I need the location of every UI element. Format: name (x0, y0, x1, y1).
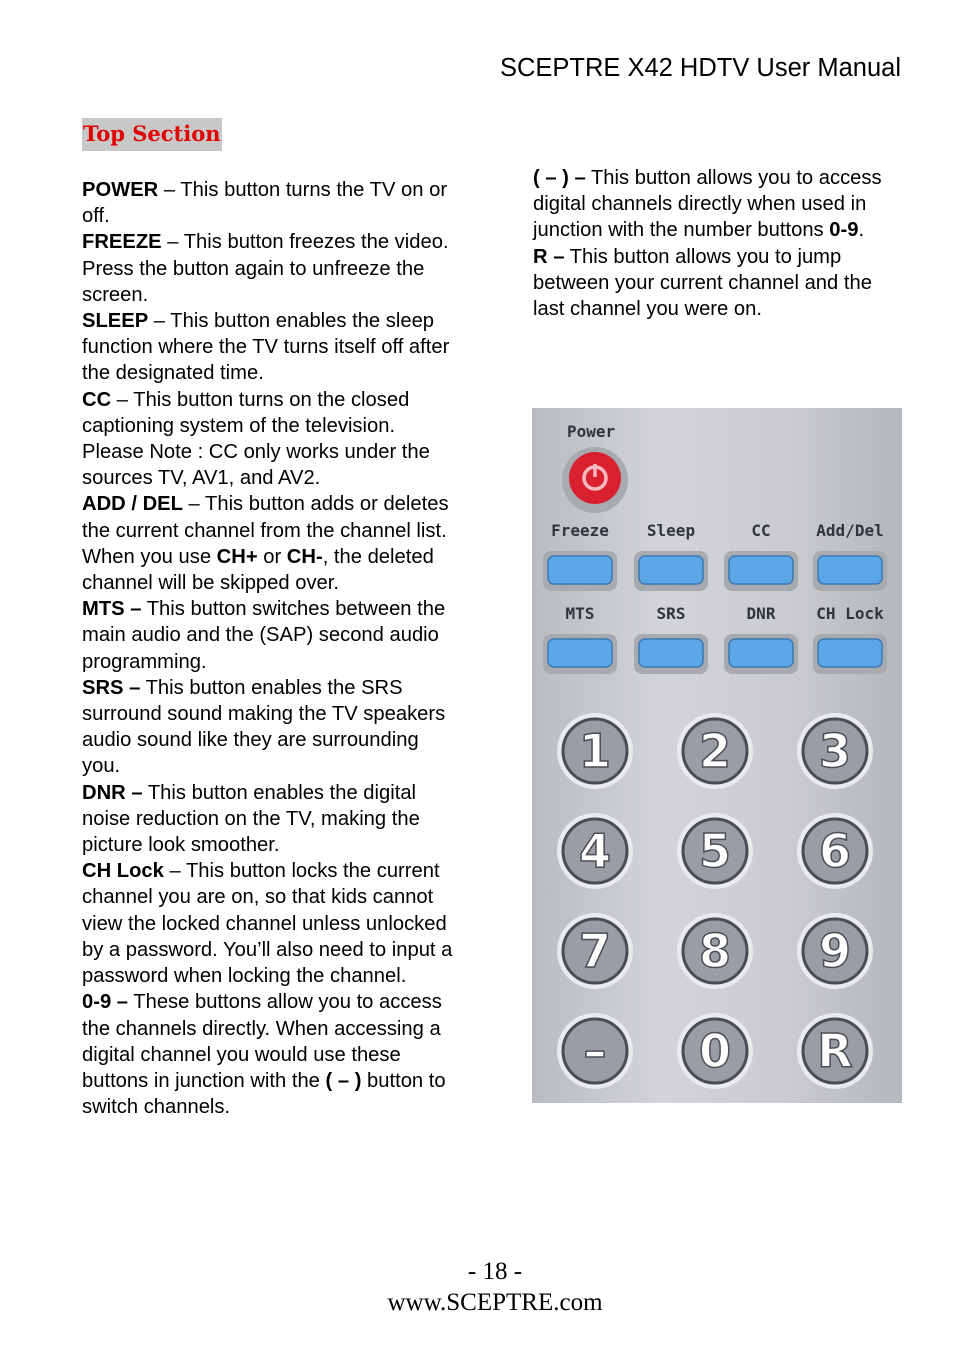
button-name: DNR – (82, 781, 143, 804)
power-label: Power (567, 422, 616, 441)
description-text: or (257, 545, 287, 568)
button-name: CH Lock (82, 860, 164, 883)
button-description (82, 491, 454, 596)
description-text: This button switches between the main audio and the (SAP) second audio programming. (82, 598, 446, 673)
button-description (533, 244, 903, 323)
number-key-label: 7 (578, 924, 612, 978)
description-text: . (858, 219, 865, 242)
button-name: SRS – (82, 676, 141, 699)
button-description (82, 387, 454, 492)
button-name: CH+ (216, 545, 258, 568)
description-text: , the deleted channel will be skipped over. (82, 545, 434, 595)
button-description (82, 675, 454, 780)
button-description (82, 780, 454, 859)
number-key-label: 0 (698, 1024, 732, 1078)
description-text: button to switch channels. (82, 1069, 446, 1119)
power-button (569, 452, 621, 504)
number-key-label: 6 (818, 824, 852, 878)
remote-blue-button (818, 639, 882, 667)
number-key-label: 1 (578, 724, 612, 778)
right-column (533, 165, 903, 322)
remote-illustration (532, 408, 902, 1103)
section-heading: Top Section (82, 118, 222, 151)
footer-url: www.SCEPTRE.com (387, 1289, 603, 1316)
remote-blue-button (729, 639, 793, 667)
button-name: ( – ) (325, 1069, 362, 1092)
button-name: ADD / DEL (82, 493, 183, 516)
number-key-label: 4 (578, 824, 612, 878)
remote-label: MTS (565, 604, 595, 623)
remote-label: Add/Del (816, 521, 884, 540)
button-name: POWER (82, 179, 159, 201)
button-name: ( – ) – (533, 167, 586, 189)
button-description (82, 177, 454, 229)
button-name: 0-9 – (82, 991, 129, 1014)
description-text: – This button locks the current channel you are on, so that kids cannot view the locked channel unless unlocked by a password. You’ll also need to input a password when locking the channel. (82, 860, 453, 988)
description-text: – This button turns on the closed captioning system of the television. Please Note : CC only works under the sources TV, AV1, and AV2. (82, 388, 430, 490)
button-name: MTS – (82, 598, 142, 621)
description-text: – This button adds or deletes the current channel from the channel list. When you use (82, 493, 449, 568)
number-key-label: – (583, 1024, 607, 1078)
button-description (533, 165, 903, 244)
button-name: R – (533, 245, 565, 268)
remote-label: Sleep (646, 521, 696, 540)
number-key-label: 5 (698, 824, 732, 878)
description-text: This button allows you to access digital channels directly when used in junction with the number buttons (533, 167, 882, 242)
button-name: 0-9 (829, 219, 859, 242)
remote-blue-button (639, 639, 703, 667)
number-key-label: 9 (818, 924, 852, 978)
remote-label: SRS (656, 604, 686, 623)
button-name: CH- (286, 545, 323, 568)
remote-control-photo (532, 408, 902, 1103)
remote-blue-button (818, 556, 882, 584)
page-number: - 18 - (467, 1258, 523, 1285)
number-key-label: 3 (818, 724, 852, 778)
description-text: This button allows you to jump between your current channel and the last channel you were on. (533, 245, 872, 321)
description-text: – This button turns the TV on or off. (82, 179, 448, 228)
button-name: CC (82, 388, 112, 411)
description-text: This button enables the digital noise reduction on the TV, making the picture look smoother. (82, 781, 420, 857)
button-name: FREEZE (82, 231, 162, 254)
remote-label: DNR (746, 604, 776, 623)
number-key-label: R (817, 1024, 853, 1078)
button-description (82, 308, 454, 387)
description-text: These buttons allow you to access the channels directly. When accessing a digital channel you would use these buttons in junction with the (82, 991, 442, 1092)
button-description (82, 229, 454, 308)
remote-label: CH Lock (816, 604, 884, 623)
remote-label: Freeze (551, 521, 609, 540)
remote-label: CC (751, 521, 771, 540)
remote-blue-button (729, 556, 793, 584)
remote-blue-button (639, 556, 703, 584)
manual-title: SCEPTRE X42 HDTV User Manual (499, 54, 901, 82)
number-key-label: 8 (698, 924, 732, 978)
left-column (82, 177, 454, 1120)
button-description (82, 596, 454, 675)
description-text: – This button enables the sleep function where the TV turns itself off after the designated time. (82, 310, 450, 385)
number-key-label: 2 (698, 724, 732, 778)
button-name: SLEEP (82, 310, 149, 333)
description-text: This button enables the SRS surround sound making the TV speakers audio sound like they are surrounding you. (82, 676, 446, 778)
button-description (82, 858, 454, 989)
description-text: – This button freezes the video. Press the button again to unfreeze the screen. (82, 231, 449, 306)
remote-blue-button (548, 639, 612, 667)
remote-blue-button (548, 556, 612, 584)
button-description (82, 989, 454, 1120)
